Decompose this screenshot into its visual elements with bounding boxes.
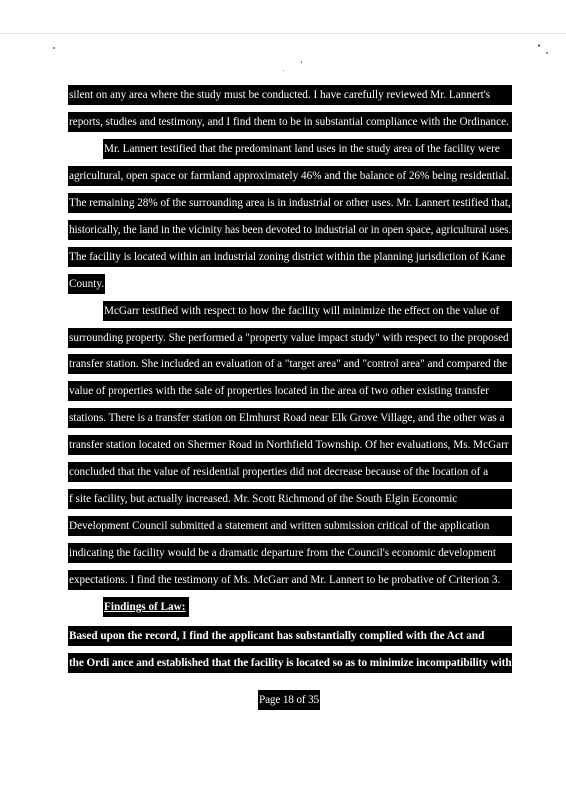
text-line: concluded that the value of residential properties did not decrease because of the location of a [68, 462, 512, 482]
text-line: stations. There is a transfer station on Elmhurst Road near Elk Grove Village, and the other was a [68, 408, 512, 428]
text-line: value of properties with the sale of properties located in the area of two other existing transfer [68, 381, 512, 401]
text-line: silent on any area where the study must be conducted. I have carefully reviewed Mr. Lannert's [68, 85, 512, 105]
text-line: Development Council submitted a statement and written submission critical of the application [68, 516, 512, 536]
findings-of-law-heading: Findings of Law: [103, 597, 189, 617]
scan-speck [283, 70, 284, 71]
scan-speck [53, 47, 55, 49]
scan-speck [538, 44, 540, 47]
scan-speck [301, 61, 302, 63]
text-line: transfer station. She included an evaluation of a "target area" and "control area" and compared the [68, 354, 512, 374]
scan-speck [546, 52, 548, 54]
page-number: Page 18 of 35 [258, 690, 320, 710]
text-line: the Ordi ance and established that the facility is located so as to minimize incompatibility with [68, 653, 512, 673]
text-line: agricultural, open space or farmland approximately 46% and the balance of 26% being residential. [68, 166, 512, 186]
text-line: historically, the land in the vicinity has been devoted to industrial or in open space, agricultural uses. [68, 220, 512, 240]
text-line: McGarr testified with respect to how the facility will minimize the effect on the value of [103, 301, 512, 321]
top-rule [0, 33, 566, 34]
text-line: expectations. I find the testimony of Ms. McGarr and Mr. Lannert to be probative of Criterion 3. [68, 570, 512, 590]
text-line: reports, studies and testimony, and I find them to be in substantial compliance with the Ordinance. [68, 112, 512, 132]
text-line: indicating the facility would be a dramatic departure from the Council's economic development [68, 543, 512, 563]
text-line: f site facility, but actually increased. Mr. Scott Richmond of the South Elgin Economic [68, 489, 512, 509]
text-line: Based upon the record, I find the applicant has substantially complied with the Act and [68, 626, 512, 646]
text-line: surrounding property. She performed a "property value impact study" with respect to the proposed [68, 328, 512, 348]
text-line: Mr. Lannert testified that the predominant land uses in the study area of the facility were [103, 139, 512, 159]
text-line: The facility is located within an industrial zoning district within the planning jurisdiction of Kane [68, 247, 512, 267]
text-line: transfer station located on Shermer Road in Northfield Township. Of her evaluations, Ms. McGarr [68, 435, 512, 455]
text-line: County. [68, 274, 105, 294]
text-line: The remaining 28% of the surrounding area is in industrial or other uses. Mr. Lannert testified that, [68, 193, 512, 213]
